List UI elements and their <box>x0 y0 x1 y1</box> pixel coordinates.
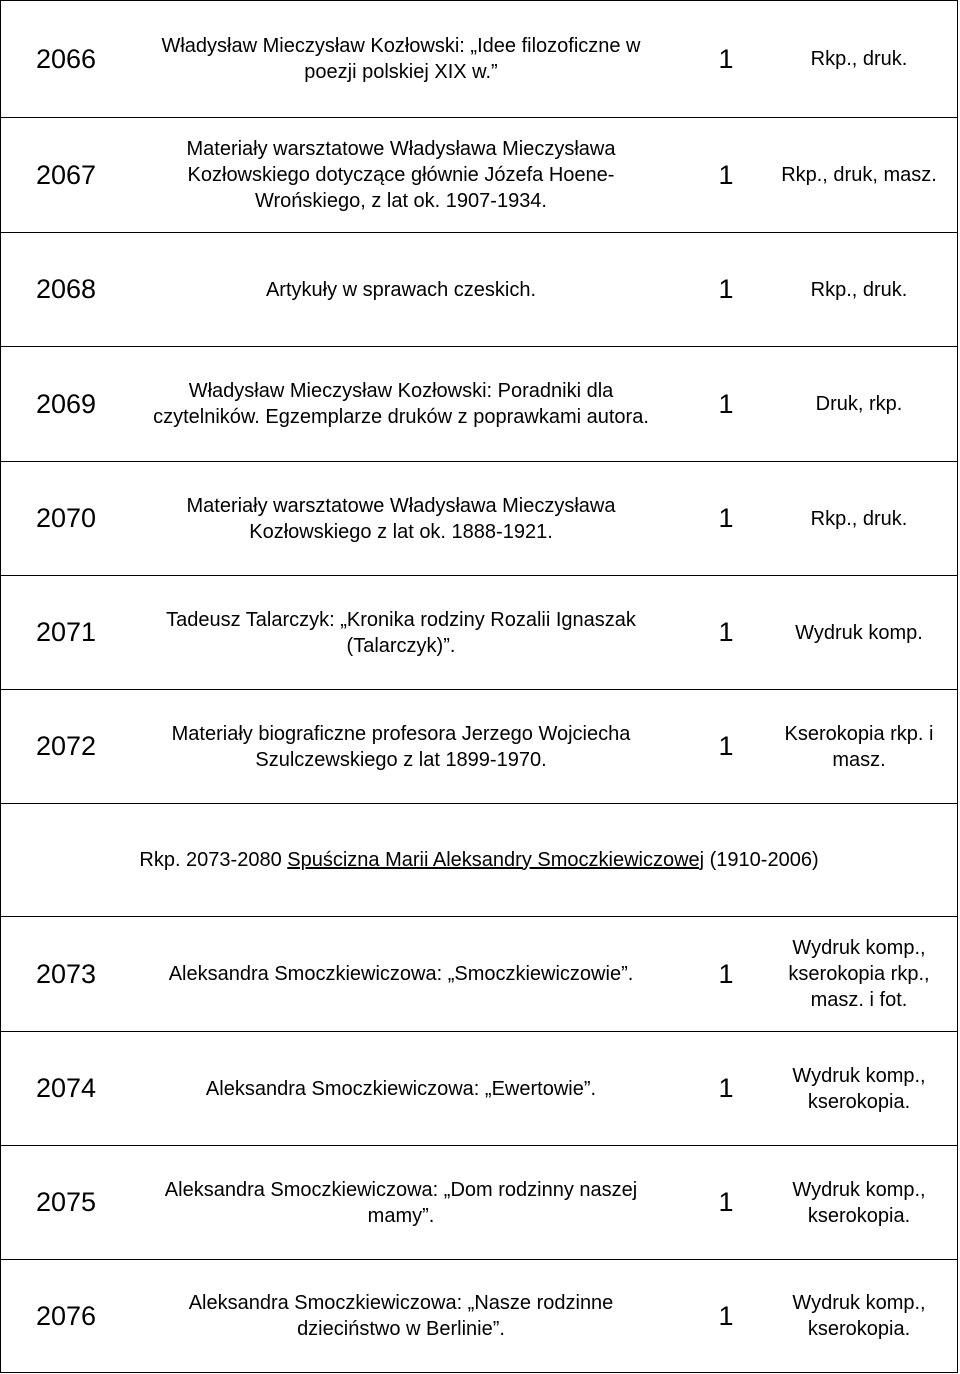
item-number: 2070 <box>35 503 97 533</box>
item-form: Wydruk komp., kserokopia. <box>792 1064 926 1113</box>
item-title: Aleksandra Smoczkiewiczowa: „Ewertowie”. <box>205 1077 597 1100</box>
item-title: Aleksandra Smoczkiewiczowa: „Dom rodzinny naszej mamy”. <box>164 1178 638 1227</box>
table-row <box>0 233 958 347</box>
item-title: Materiały warsztatowe Władysława Mieczysława Kozłowskiego dotyczące głównie Józefa Hoene- Wrońskiego, z lat ok. 1907-1934. <box>186 138 616 212</box>
table-row <box>0 1260 958 1373</box>
table-row <box>0 1146 958 1260</box>
item-title: Aleksandra Smoczkiewiczowa: „Smoczkiewiczowie”. <box>168 963 634 985</box>
item-title: Aleksandra Smoczkiewiczowa: „Nasze rodzinne dzieciństwo w Berlinie”. <box>188 1292 614 1340</box>
item-number: 2076 <box>35 1300 97 1331</box>
item-count: 1 <box>718 43 734 74</box>
item-number: 2071 <box>35 617 97 647</box>
item-count: 1 <box>718 1300 734 1331</box>
item-count: 1 <box>718 503 734 533</box>
item-title: Tadeusz Talarczyk: „Kronika rodziny Rozalii Ignaszak (Talarczyk)”. <box>166 608 636 657</box>
section-collection-link[interactable]: Spuścizna Marii Aleksandry Smoczkiewiczowej <box>287 848 705 871</box>
item-number: 2068 <box>35 274 97 304</box>
item-form: Wydruk komp. <box>795 621 923 644</box>
table-row <box>0 690 958 804</box>
table-row <box>0 347 958 462</box>
item-title: Materiały biograficzne profesora Jerzego Wojciecha Szulczewskiego z lat 1899-1970. <box>171 722 631 771</box>
item-number: 2073 <box>35 958 97 989</box>
item-number: 2067 <box>35 159 97 190</box>
item-form: Kserokopia rkp. i masz. <box>784 722 934 771</box>
item-title: Władysław Mieczysław Kozłowski: Poradniki dla czytelników. Egzemplarze druków z poprawkami autora. <box>153 380 649 428</box>
item-form: Wydruk komp., kserokopia. <box>792 1292 926 1340</box>
item-count: 1 <box>718 388 734 419</box>
item-count: 1 <box>718 958 734 989</box>
table-row <box>0 118 958 233</box>
item-count: 1 <box>718 1073 734 1103</box>
item-count: 1 <box>718 159 734 190</box>
item-form: Rkp., druk. <box>810 278 908 301</box>
item-form: Rkp., druk, masz. <box>781 164 937 186</box>
item-count: 1 <box>718 274 734 304</box>
table-row <box>0 1032 958 1146</box>
item-form: Rkp., druk. <box>810 48 908 70</box>
item-form: Rkp., druk. <box>810 507 908 530</box>
item-title: Artykuły w sprawach czeskich. <box>265 278 537 301</box>
item-count: 1 <box>718 731 734 761</box>
item-form: Wydruk komp., kserokopia rkp., masz. i fot. <box>788 937 930 1011</box>
table-row <box>0 0 958 118</box>
section-prefix: Rkp. 2073-2080 <box>139 848 288 871</box>
item-form: Wydruk komp., kserokopia. <box>792 1178 926 1227</box>
item-title: Władysław Mieczysław Kozłowski: „Idee filozoficzne w poezji polskiej XIX w.” <box>161 35 641 83</box>
item-number: 2069 <box>35 388 97 419</box>
table-row <box>0 462 958 576</box>
item-number: 2075 <box>35 1187 97 1217</box>
item-title: Materiały warsztatowe Władysława Mieczysława Kozłowskiego z lat ok. 1888-1921. <box>186 494 616 543</box>
item-form: Druk, rkp. <box>815 393 903 415</box>
section-heading <box>0 804 958 917</box>
item-count: 1 <box>718 617 734 647</box>
table-row <box>0 917 958 1032</box>
section-suffix: (1910-2006) <box>704 848 819 871</box>
item-number: 2074 <box>35 1073 97 1103</box>
item-number: 2066 <box>35 43 97 74</box>
table-row <box>0 576 958 690</box>
item-number: 2072 <box>35 731 97 761</box>
item-count: 1 <box>718 1187 734 1217</box>
